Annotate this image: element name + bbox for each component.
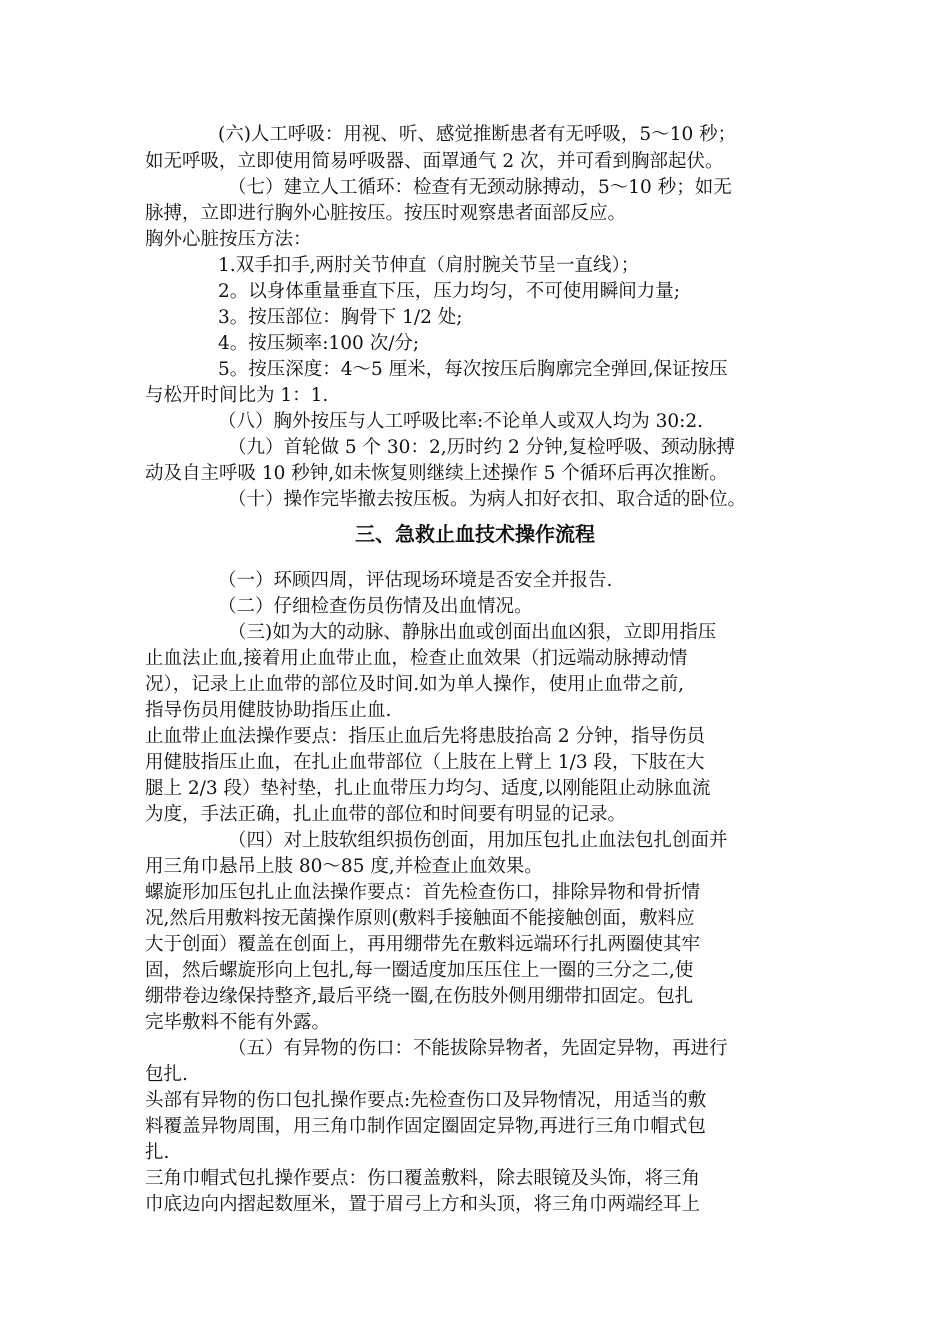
tourniquet-line-4: 为度，手法正确，扎止血带的部位和时间要有明显的记录。: [145, 804, 627, 825]
paragraph-9-line-2: 动及自主呼吸 10 秒钟,如未恢复则继续上述操作 5 个循环后再次推断。: [145, 463, 728, 484]
step-2: （二）仔细检查伤员伤情及出血情况。: [218, 596, 533, 617]
hat-bandage-line-1: 三角巾帽式包扎操作要点：伤口覆盖敷料，除去眼镜及头饰，将三角: [145, 1168, 701, 1189]
tourniquet-line-1: 止血带止血法操作要点：指压止血后先将患肢抬高 2 分钟，指导伤员: [145, 726, 706, 747]
hat-bandage-line-2: 巾底边向内摺起数厘米，置于眉弓上方和头顶，将三角巾两端经耳上: [145, 1194, 701, 1215]
spiral-line-2: 况,然后用敷料按无菌操作原则(敷料手接触面不能接触创面，敷料应: [145, 908, 695, 929]
tourniquet-line-2: 用健肢指压止血，在扎止血带部位（上肢在上臂上 1/3 段，下肢在大: [145, 752, 705, 773]
section-heading: 三、急救止血技术操作流程: [355, 522, 595, 546]
step-5-line-1: （五）有异物的伤口：不能拔除异物者，先固定异物，再进行: [228, 1038, 728, 1059]
step-3-line-2: 止血法止血,接着用止血带止血，检查止血效果（扪远端动脉搏动情: [145, 648, 688, 669]
head-wound-line-3: 扎.: [145, 1142, 170, 1163]
head-wound-line-2: 料覆盖异物周围，用三角巾制作固定圈固定异物,再进行三角巾帽式包: [145, 1116, 706, 1137]
method-item-4: 4。按压频率:100 次/分;: [218, 333, 420, 354]
spiral-line-1: 螺旋形加压包扎止血法操作要点：首先检查伤口，排除异物和骨折情: [145, 882, 701, 903]
spiral-line-5: 绷带卷边缘保持整齐,最后平绕一圈,在伤肢外侧用绷带扣固定。包扎: [145, 986, 694, 1007]
spiral-line-6: 完毕敷料不能有外露。: [145, 1012, 331, 1033]
method-item-5-line-1: 5。按压深度：4～5 厘米，每次按压后胸廓完全弹回,保证按压: [218, 359, 728, 380]
tourniquet-line-3: 腿上 2/3 段）垫衬垫，扎止血带压力均匀、适度,以刚能阻止动脉血流: [145, 778, 711, 799]
spiral-line-4: 固，然后螺旋形向上包扎,每一圈适度加压压住上一圈的三分之二,使: [145, 960, 694, 981]
step-3-line-3: 况），记录上止血带的部位及时间.如为单人操作，使用止血带之前,: [145, 674, 685, 695]
spiral-line-3: 大于创面）覆盖在创面上，再用绷带先在敷料远端环行扎两圈使其牢: [145, 934, 701, 955]
step-3-line-1: （三)如为大的动脉、静脉出血或创面出血凶狠，立即用指压: [228, 622, 717, 643]
step-3-line-4: 指导伤员用健肢协助指压止血.: [145, 700, 392, 721]
step-4-line-1: （四）对上肢软组织损伤创面，用加压包扎止血法包扎创面并: [228, 830, 728, 851]
step-4-line-2: 用三角巾悬吊上肢 80～85 度,并检查止血效果。: [145, 856, 543, 877]
paragraph-7-line-1: （七）建立人工循环：检查有无颈动脉搏动，5～10 秒；如无: [228, 177, 732, 198]
paragraph-8: （八）胸外按压与人工呼吸比率:不论单人或双人均为 30:2.: [218, 411, 704, 432]
step-5-line-2: 包扎.: [145, 1064, 188, 1085]
paragraph-9-line-1: （九）首轮做 5 个 30：2,历时约 2 分钟,复检呼吸、颈动脉搏: [228, 437, 736, 458]
paragraph-6-line-1: (六)人工呼吸：用视、听、感觉推断患者有无呼吸，5～10 秒；: [218, 124, 737, 145]
method-item-2: 2。以身体重量垂直下压，压力均匀，不可使用瞬间力量;: [218, 281, 681, 302]
method-item-1: 1.双手扣手,两肘关节伸直（肩肘腕关节呈一直线）；: [218, 255, 640, 276]
method-title: 胸外心脏按压方法：: [145, 229, 312, 250]
paragraph-6-line-2: 如无呼吸，立即使用简易呼吸器、面罩通气 2 次，并可看到胸部起伏。: [145, 151, 724, 172]
head-wound-line-1: 头部有异物的伤口包扎操作要点:先检查伤口及异物情况，用适当的敷: [145, 1090, 707, 1111]
step-1: （一）环顾四周，评估现场环境是否安全并报告.: [218, 570, 613, 591]
method-item-5-line-2: 与松开时间比为 1：1.: [145, 385, 329, 406]
paragraph-10: （十）操作完毕撤去按压板。为病人扣好衣扣、取合适的卧位。: [228, 489, 747, 510]
paragraph-7-line-2: 脉搏，立即进行胸外心脏按压。按压时观察患者面部反应。: [145, 203, 627, 224]
method-item-3: 3。按压部位：胸骨下 1/2 处;: [218, 307, 463, 328]
